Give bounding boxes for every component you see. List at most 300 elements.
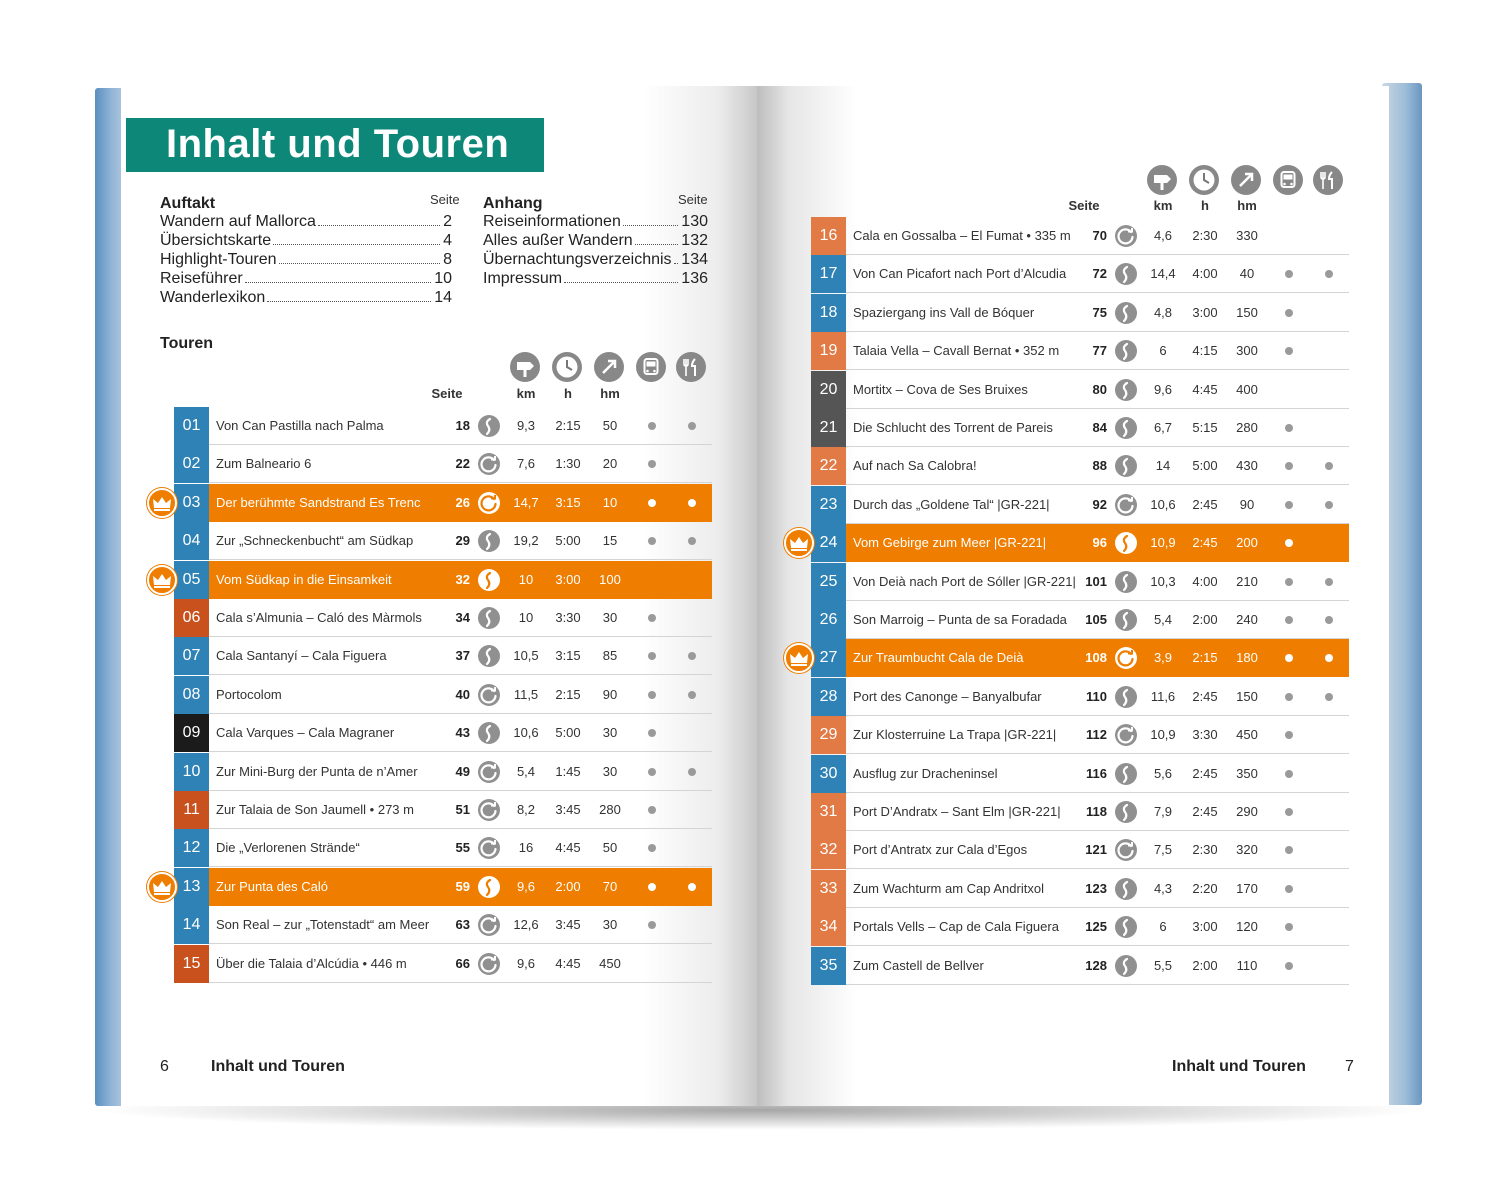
tour-km: 10,6	[513, 725, 539, 741]
tour-h: 4:15	[1192, 343, 1218, 359]
linear-route-icon	[478, 722, 500, 744]
tour-h: 2:45	[1192, 496, 1218, 512]
linear-route-icon	[478, 645, 500, 667]
tour-hm: 180	[1236, 650, 1258, 666]
signpost-icon	[1147, 165, 1177, 195]
tour-name[interactable]: Port d’Antratx zur Cala d’Egos	[853, 842, 1028, 858]
linear-route-icon	[1115, 340, 1137, 362]
tour-name[interactable]: Von Deià nach Port de Sóller |GR-221|	[853, 573, 1076, 589]
tour-name[interactable]: Portocolom	[216, 686, 282, 702]
tour-km: 10	[518, 610, 534, 625]
tour-hm: 30	[602, 725, 618, 741]
tour-h: 5:00	[555, 725, 581, 741]
loop-route-icon	[478, 684, 500, 706]
tour-number: 01	[174, 407, 209, 445]
tour-km: 5,5	[1153, 957, 1173, 973]
column-header-hm: hm	[1237, 198, 1257, 213]
clock-icon	[1189, 165, 1219, 195]
linear-route-icon	[1115, 801, 1137, 823]
tour-hm: 170	[1236, 880, 1258, 896]
table-row	[811, 371, 1349, 409]
tour-name[interactable]: Der berühmte Sandstrand Es Trenc	[216, 494, 421, 510]
highlight-crown-icon	[784, 528, 814, 558]
tour-page: 123	[1085, 880, 1107, 896]
tour-km: 4,8	[1153, 304, 1173, 320]
linear-route-icon	[1115, 686, 1137, 708]
tour-hm: 430	[1236, 458, 1258, 474]
tour-name[interactable]: Ausflug zur Dracheninsel	[853, 765, 998, 781]
tour-page: 118	[1086, 804, 1107, 819]
linear-route-icon	[478, 876, 500, 898]
tour-name[interactable]: Zur Talaia de Son Jaumell • 273 m	[216, 802, 414, 817]
auftakt-seite-label: Seite	[430, 192, 460, 207]
auftakt-item-page: 14	[434, 289, 452, 306]
tour-h: 3:45	[555, 917, 581, 933]
restaurant-icon-glyph	[1313, 165, 1343, 195]
linear-route-icon	[478, 530, 500, 552]
highlight-crown-icon	[784, 643, 814, 673]
tour-hm: 210	[1236, 573, 1258, 589]
tour-number: 03	[174, 484, 209, 522]
bus-dot	[1285, 770, 1293, 778]
table-row	[174, 945, 712, 983]
tour-name[interactable]: Zur Traumbucht Cala de Deià	[853, 650, 1024, 666]
tour-page: 49	[455, 763, 470, 779]
table-row	[811, 217, 1349, 255]
table-row	[174, 522, 712, 560]
tour-name[interactable]: Talaia Vella – Cavall Bernat • 352 m	[853, 343, 1060, 359]
loop-route-icon	[1115, 839, 1137, 861]
tour-h: 3:30	[1192, 727, 1218, 743]
table-row	[174, 561, 712, 599]
loop-route-icon	[478, 914, 500, 936]
bus-dot	[1285, 654, 1293, 662]
bus-dot	[1285, 424, 1293, 432]
tour-km: 10,9	[1150, 535, 1176, 551]
tour-hm: 400	[1236, 381, 1258, 397]
tour-hm: 240	[1236, 612, 1258, 627]
tour-hm: 30	[602, 610, 618, 625]
auftakt-item-label: Highlight-Touren	[160, 251, 277, 268]
tour-number: 09	[174, 714, 209, 752]
tour-km: 14,4	[1150, 266, 1176, 282]
tour-h: 2:30	[1192, 228, 1218, 243]
linear-route-icon	[1115, 263, 1137, 285]
tour-number: 04	[174, 522, 209, 560]
signpost-icon-glyph	[510, 352, 540, 382]
dot-leader	[623, 213, 678, 226]
tour-hm: 290	[1236, 804, 1258, 819]
tour-page: 51	[455, 802, 470, 817]
loop-route-icon	[1115, 225, 1137, 247]
tour-hm: 280	[599, 802, 621, 817]
tour-name[interactable]: Cala s’Almunia – Caló des Màrmols	[216, 610, 422, 625]
anhang-item-label: Alles außer Wandern	[483, 232, 633, 249]
column-header-h: h	[564, 386, 572, 401]
tour-page: 34	[455, 610, 470, 625]
tour-name[interactable]: Vom Südkap in die Einsamkeit	[216, 571, 392, 587]
table-row	[811, 332, 1349, 370]
loop-route-icon	[478, 837, 500, 859]
tour-page: 32	[455, 571, 470, 587]
table-row	[811, 294, 1349, 332]
tour-number: 28	[811, 678, 846, 716]
bus-dot	[648, 422, 656, 430]
tour-number: 20	[811, 371, 846, 409]
anhang-item	[483, 213, 708, 231]
linear-route-icon	[1115, 763, 1137, 785]
tour-km: 14,7	[513, 494, 539, 510]
dot-leader	[564, 270, 678, 283]
tour-hm: 15	[602, 533, 618, 549]
tour-page: 22	[455, 456, 470, 472]
table-row	[811, 409, 1349, 447]
tour-name[interactable]: Portals Vells – Cap de Cala Figuera	[853, 919, 1059, 935]
linear-route-icon	[478, 569, 500, 591]
footer-right-page-number: 7	[1345, 1058, 1354, 1075]
tour-hm: 320	[1236, 842, 1258, 858]
tour-km: 7,9	[1153, 804, 1173, 819]
dot-leader	[635, 232, 679, 245]
anhang-item-page: 134	[681, 251, 708, 268]
tour-hm: 40	[1239, 266, 1255, 282]
tour-hm: 450	[1236, 727, 1258, 743]
tour-name[interactable]: Cala Varques – Cala Magraner	[216, 725, 395, 741]
tour-number: 02	[174, 445, 209, 483]
tour-page: 88	[1092, 458, 1107, 474]
tour-number: 22	[811, 447, 846, 485]
anhang-item-label: Übernachtungsverzeichnis	[483, 251, 672, 268]
tour-name[interactable]: Durch das „Goldene Tal“ |GR-221|	[853, 496, 1050, 512]
tour-km: 9,3	[516, 418, 536, 433]
tour-hm: 110	[1236, 957, 1258, 973]
auftakt-item-label: Reiseführer	[160, 270, 243, 287]
tour-h: 2:45	[1192, 765, 1218, 781]
tour-h: 2:45	[1192, 804, 1218, 819]
tour-h: 2:15	[555, 418, 581, 433]
dot-leader	[267, 289, 431, 302]
signpost-icon	[510, 352, 540, 382]
anhang-item-page: 136	[681, 270, 708, 287]
signpost-icon-glyph	[1147, 165, 1177, 195]
food-dot	[688, 537, 696, 545]
tour-km: 7,5	[1153, 842, 1173, 858]
tour-number: 30	[811, 755, 846, 793]
tour-km: 6	[1159, 919, 1167, 935]
tour-number: 24	[811, 524, 846, 562]
bus-dot	[648, 844, 656, 852]
tour-h: 3:30	[555, 610, 581, 625]
table-row	[174, 484, 712, 522]
food-dot	[688, 652, 696, 660]
table-row	[811, 639, 1349, 677]
tour-name[interactable]: Von Can Picafort nach Port d’Alcudia	[853, 266, 1067, 282]
tour-hm: 50	[602, 418, 618, 433]
tour-page: 116	[1086, 765, 1107, 781]
linear-route-icon	[1115, 455, 1137, 477]
tour-km: 16	[518, 840, 534, 856]
food-dot	[688, 691, 696, 699]
linear-route-icon	[1115, 571, 1137, 593]
tour-h: 5:15	[1192, 420, 1218, 435]
tour-h: 3:15	[555, 494, 581, 510]
tour-name[interactable]: Die Schlucht des Torrent de Pareis	[853, 420, 1053, 435]
tour-number: 08	[174, 676, 209, 714]
auftakt-item-page: 8	[443, 251, 452, 268]
tour-name[interactable]: Port des Canonge – Banyalbufar	[853, 688, 1042, 704]
highlight-crown-icon	[147, 565, 177, 595]
auftakt-item	[160, 251, 452, 269]
tour-h: 3:00	[1192, 919, 1218, 935]
tour-number: 29	[811, 716, 846, 754]
table-row	[174, 445, 712, 483]
bus-dot	[1285, 693, 1293, 701]
bus-dot	[1285, 309, 1293, 317]
loop-route-icon	[1115, 724, 1137, 746]
linear-route-icon	[1115, 532, 1137, 554]
table-row	[811, 831, 1349, 869]
table-row	[174, 906, 712, 944]
tour-number: 25	[811, 563, 846, 601]
tour-km: 10,3	[1150, 573, 1176, 589]
tour-km: 10,9	[1150, 727, 1176, 743]
tour-km: 14	[1155, 458, 1171, 474]
tour-page: 125	[1085, 919, 1107, 935]
auftakt-item-label: Übersichtskarte	[160, 232, 272, 249]
table-row	[811, 716, 1349, 754]
food-dot	[688, 883, 696, 891]
tour-km: 4,6	[1153, 228, 1173, 243]
table-row	[174, 676, 712, 714]
bus-dot	[1285, 501, 1293, 509]
tour-km: 10	[518, 571, 534, 587]
tour-h: 2:00	[1192, 612, 1218, 627]
tour-page: 96	[1092, 535, 1107, 551]
tour-hm: 450	[599, 955, 621, 971]
loop-route-icon	[1115, 647, 1137, 669]
touren-heading: Touren	[160, 335, 214, 352]
tour-page: 84	[1092, 420, 1107, 435]
tour-km: 4,3	[1153, 880, 1173, 896]
tour-h: 4:45	[555, 955, 581, 971]
tour-h: 2:00	[1192, 957, 1218, 973]
bus-icon	[636, 352, 666, 382]
table-row	[811, 793, 1349, 831]
auftakt-item	[160, 289, 452, 307]
auftakt-item-page: 4	[443, 232, 452, 249]
loop-route-icon	[478, 953, 500, 975]
tour-number: 05	[174, 561, 209, 599]
tour-name[interactable]: Zum Castell de Bellver	[853, 957, 984, 973]
tour-hm: 100	[599, 571, 621, 587]
tour-name[interactable]: Son Marroig – Punta de sa Foradada	[853, 612, 1067, 627]
tour-name[interactable]: Zum Balneario 6	[216, 456, 312, 472]
dot-leader	[674, 251, 679, 264]
tour-name[interactable]: Son Real – zur „Totenstadt“ am Meer	[216, 917, 430, 933]
table-row	[811, 524, 1349, 562]
bus-dot	[648, 921, 656, 929]
tour-h: 2:15	[1192, 650, 1218, 666]
tour-page: 59	[455, 878, 470, 894]
tour-page: 75	[1092, 304, 1107, 320]
tour-page: 112	[1086, 727, 1107, 743]
bus-dot	[1285, 885, 1293, 893]
bus-dot	[1285, 616, 1293, 624]
bus-dot	[648, 499, 656, 507]
restaurant-icon-glyph	[676, 352, 706, 382]
tour-page: 26	[455, 494, 470, 510]
tour-h: 1:45	[555, 763, 581, 779]
table-row	[811, 678, 1349, 716]
tour-hm: 120	[1236, 919, 1258, 935]
tour-km: 5,4	[1153, 612, 1173, 627]
tour-page: 121	[1085, 842, 1107, 858]
tour-number: 35	[811, 947, 846, 985]
anhang-item	[483, 232, 708, 250]
tour-number: 18	[811, 294, 846, 332]
bus-dot	[1285, 731, 1293, 739]
linear-route-icon	[1115, 417, 1137, 439]
tour-h: 2:15	[555, 686, 581, 702]
anhang-item-label: Impressum	[483, 270, 563, 287]
food-dot	[1325, 578, 1333, 586]
tour-km: 5,6	[1153, 765, 1173, 781]
linear-route-icon	[478, 607, 500, 629]
tour-name[interactable]: Zur Mini-Burg der Punta de n’Amer	[216, 763, 418, 779]
tour-km: 9,6	[516, 955, 536, 971]
footer-right-title: Inhalt und Touren	[1172, 1058, 1306, 1075]
tour-number: 13	[174, 868, 209, 906]
tour-name[interactable]: Zum Wachturm am Cap Andritxol	[853, 880, 1044, 896]
bus-dot	[648, 729, 656, 737]
tour-km: 7,6	[516, 456, 536, 472]
restaurant-icon	[1313, 165, 1343, 195]
tour-km: 10,5	[513, 648, 539, 664]
tour-h: 3:00	[1192, 304, 1218, 320]
bus-dot	[648, 460, 656, 468]
tour-number: 34	[811, 908, 846, 946]
column-header-km: km	[1153, 198, 1173, 213]
table-row	[174, 599, 712, 637]
tour-number: 10	[174, 753, 209, 791]
tour-km: 6	[1159, 343, 1167, 359]
tour-h: 2:20	[1192, 880, 1218, 896]
tour-page: 70	[1092, 228, 1107, 243]
tour-km: 9,6	[1153, 381, 1173, 397]
tour-name[interactable]: Port D’Andratx – Sant Elm |GR-221|	[853, 804, 1061, 819]
anhang-item	[483, 251, 708, 269]
tour-number: 21	[811, 409, 846, 447]
tour-number: 16	[811, 217, 846, 255]
anhang-item-page: 130	[681, 213, 708, 230]
tour-name[interactable]: Zur „Schneckenbucht“ am Südkap	[216, 533, 414, 549]
clock-icon-glyph	[1189, 165, 1219, 195]
tour-hm: 70	[602, 878, 618, 894]
tour-name[interactable]: Zur Punta des Caló	[216, 878, 329, 894]
highlight-crown-icon	[147, 488, 177, 518]
tour-name[interactable]: Von Can Pastilla nach Palma	[216, 418, 384, 433]
bus-dot	[1285, 846, 1293, 854]
clock-icon-glyph	[552, 352, 582, 382]
tour-h: 3:45	[555, 802, 581, 817]
tour-name[interactable]: Vom Gebirge zum Meer |GR-221|	[853, 535, 1047, 551]
tour-page: 101	[1085, 573, 1107, 589]
tour-hm: 150	[1236, 688, 1258, 704]
tour-name[interactable]: Die „Verlorenen Strände“	[216, 840, 360, 856]
tour-hm: 150	[1236, 304, 1258, 320]
food-dot	[688, 768, 696, 776]
tour-h: 5:00	[1192, 458, 1218, 474]
linear-route-icon	[1115, 916, 1137, 938]
linear-route-icon	[1115, 302, 1137, 324]
tour-number: 06	[174, 599, 209, 637]
tour-name[interactable]: Cala Santanyí – Cala Figuera	[216, 648, 387, 664]
tour-page: 43	[455, 725, 470, 741]
table-row	[811, 755, 1349, 793]
tour-number: 17	[811, 255, 846, 293]
tour-page: 37	[455, 648, 470, 664]
tour-name[interactable]: Zur Klosterruine La Trapa |GR-221|	[853, 727, 1057, 743]
page-title: Inhalt und Touren	[166, 122, 510, 166]
tour-page: 128	[1085, 957, 1107, 973]
table-row	[811, 908, 1349, 946]
tour-name[interactable]: Spaziergang ins Vall de Bóquer	[853, 304, 1035, 320]
bus-dot	[1285, 808, 1293, 816]
food-dot	[1325, 654, 1333, 662]
bus-dot	[648, 614, 656, 622]
tour-number: 11	[174, 791, 209, 829]
tour-km: 10,6	[1150, 496, 1176, 512]
tour-hm: 50	[602, 840, 618, 856]
table-row	[811, 255, 1349, 293]
title-band	[126, 118, 544, 172]
bus-dot	[1285, 578, 1293, 586]
tour-page: 18	[455, 418, 470, 433]
tour-hm: 90	[602, 686, 618, 702]
tour-number: 26	[811, 601, 846, 639]
tour-page: 80	[1092, 381, 1107, 397]
tour-hm: 200	[1236, 535, 1258, 551]
tour-number: 12	[174, 829, 209, 867]
tour-page: 66	[455, 955, 470, 971]
tour-hm: 30	[602, 917, 618, 933]
bus-dot	[1285, 539, 1293, 547]
tour-hm: 330	[1236, 228, 1258, 243]
tour-name[interactable]: Cala en Gossalba – El Fumat • 335 m	[853, 228, 1071, 243]
tour-page: 105	[1085, 612, 1107, 627]
tour-name[interactable]: Über die Talaia d’Alcúdia • 446 m	[216, 955, 407, 971]
tour-km: 5,4	[516, 763, 536, 779]
tour-km: 19,2	[513, 533, 539, 549]
tour-h: 1:30	[555, 456, 581, 472]
tour-name[interactable]: Auf nach Sa Calobra!	[853, 458, 977, 474]
food-dot	[1325, 501, 1333, 509]
food-dot	[1325, 616, 1333, 624]
tour-name[interactable]: Mortitx – Cova de Ses Bruixes	[853, 381, 1028, 397]
table-row	[811, 486, 1349, 524]
footer-left-page-number: 6	[160, 1058, 169, 1075]
loop-route-icon	[478, 799, 500, 821]
table-row	[174, 714, 712, 752]
highlight-crown-icon	[147, 872, 177, 902]
linear-route-icon	[1115, 609, 1137, 631]
anhang-heading: Anhang	[483, 195, 543, 212]
bus-dot	[648, 883, 656, 891]
linear-route-icon	[1115, 955, 1137, 977]
tour-number: 14	[174, 906, 209, 944]
tour-number: 07	[174, 637, 209, 675]
tour-h: 4:00	[1192, 266, 1218, 282]
